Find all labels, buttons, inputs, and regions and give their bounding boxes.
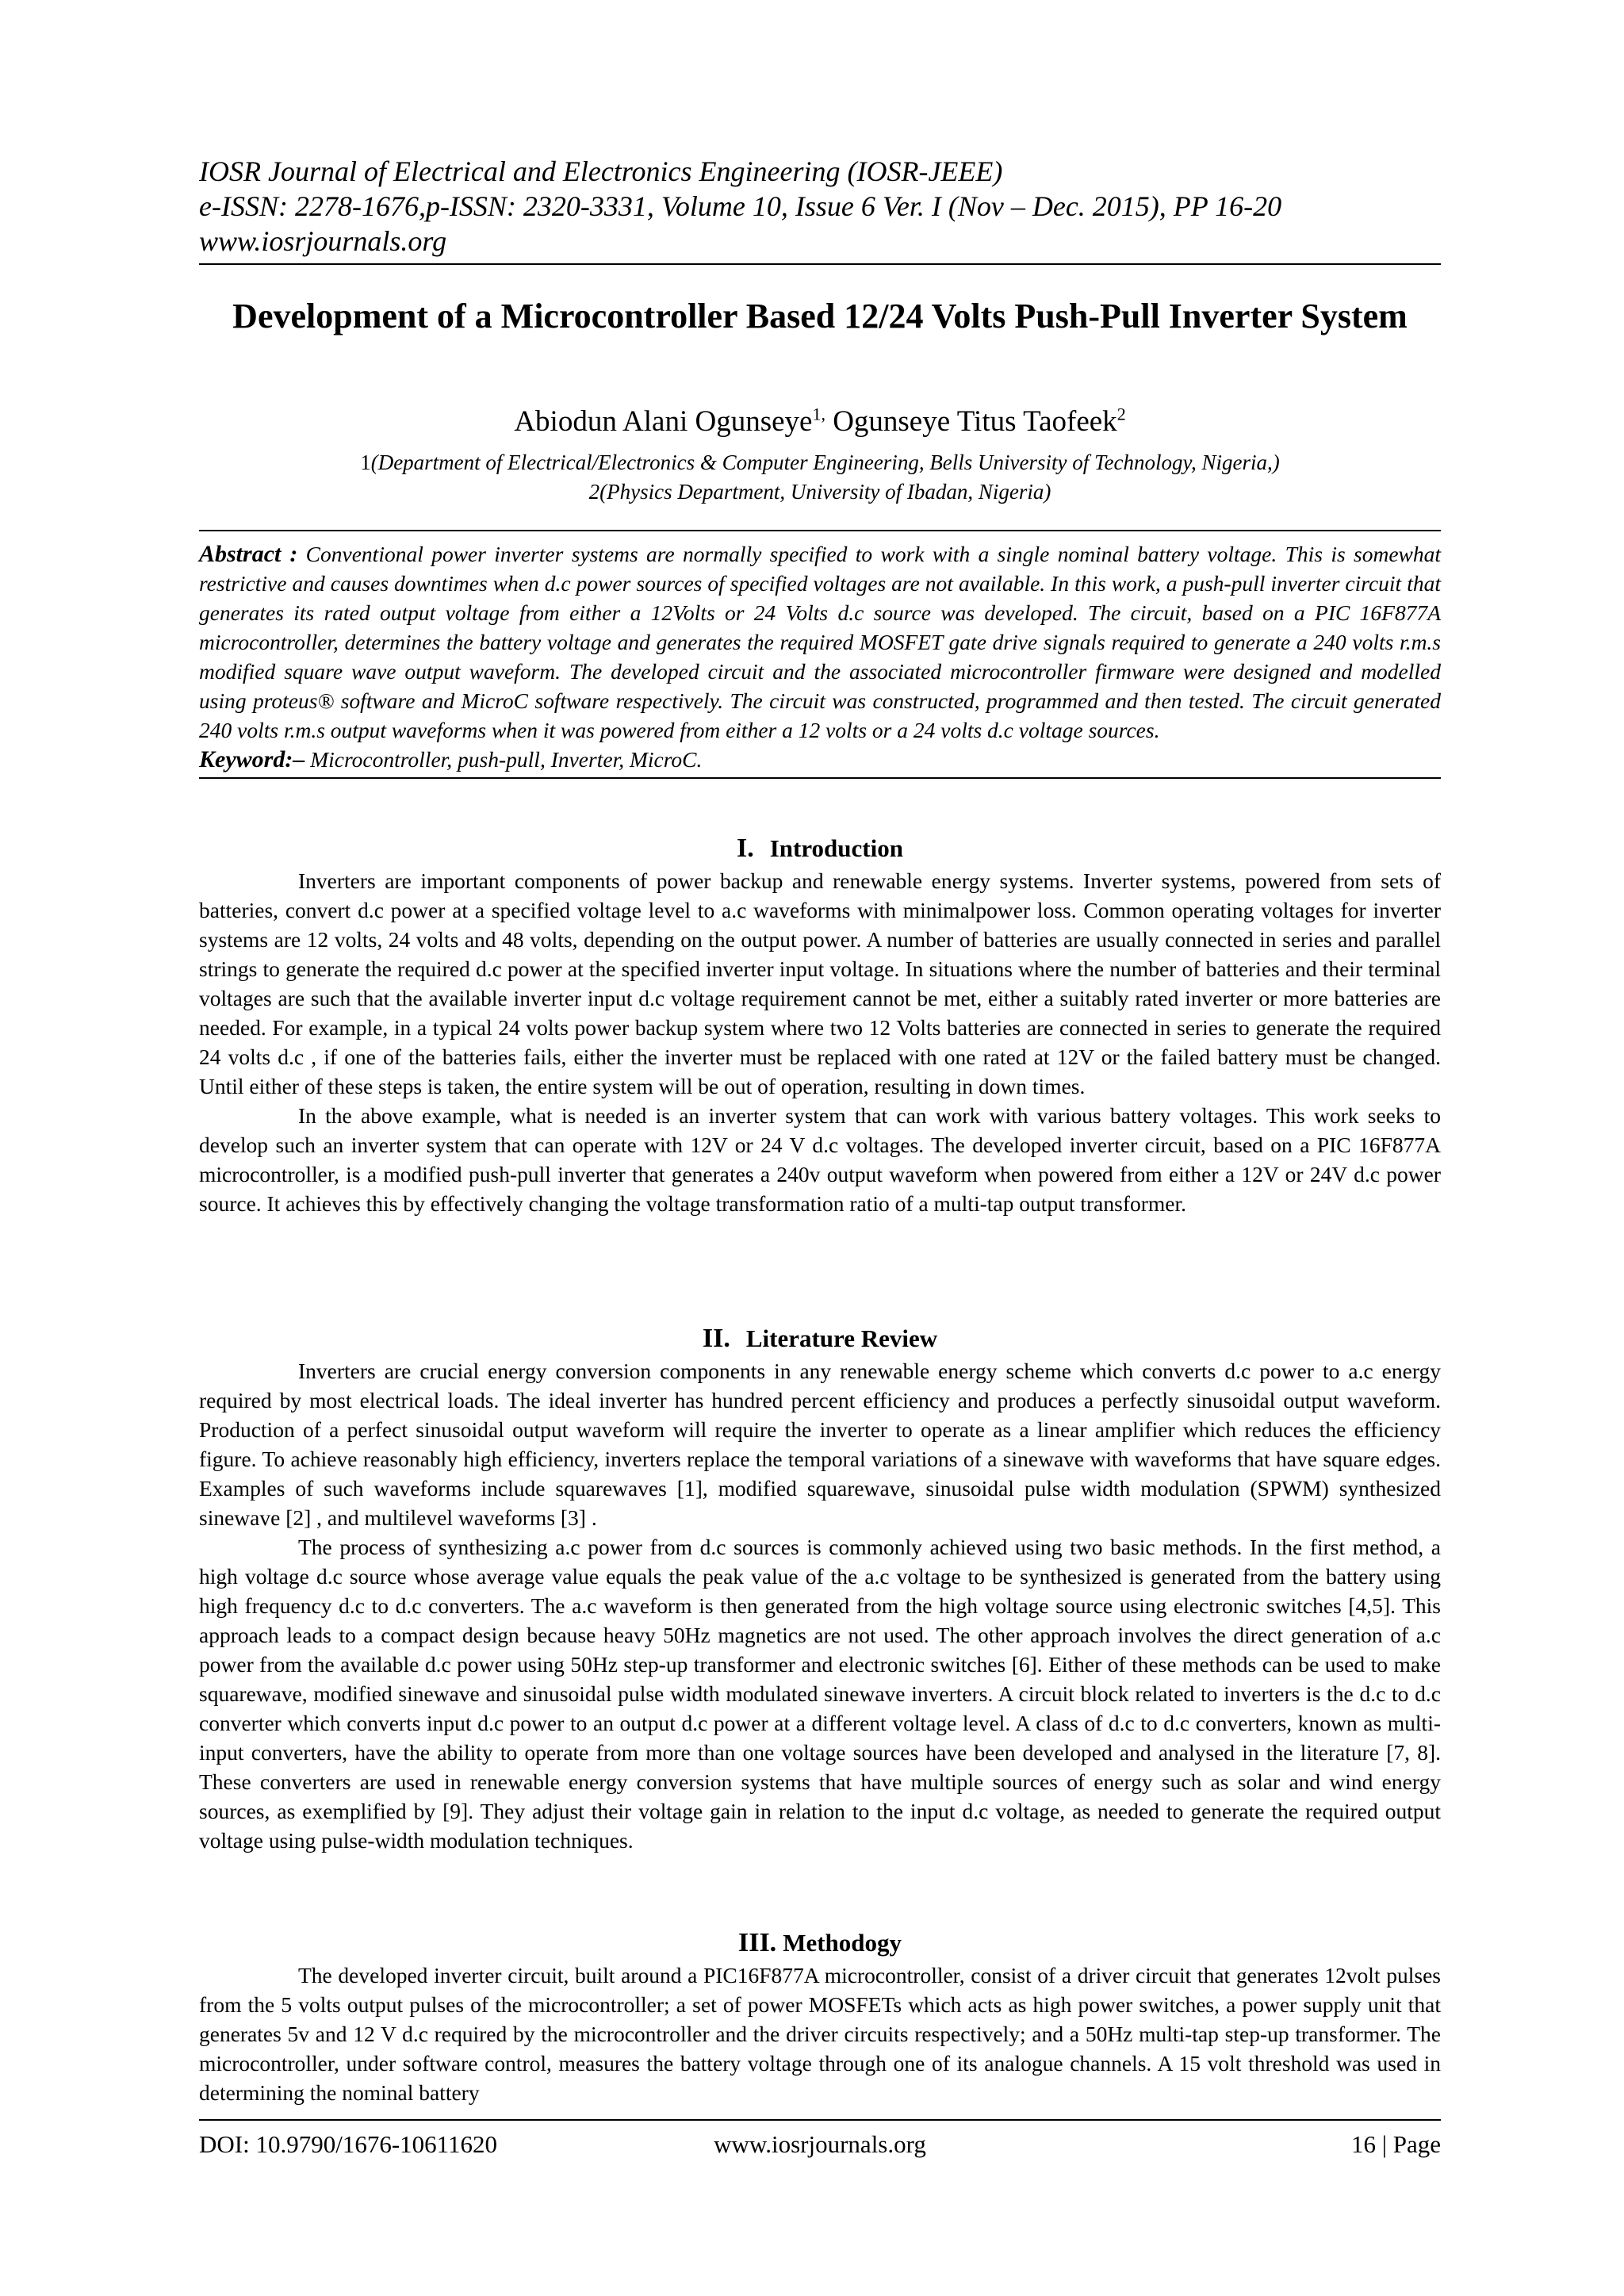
page-footer xyxy=(199,2119,1441,2158)
heading-introduction-title: Introduction xyxy=(769,834,903,862)
introduction-paragraph-2: In the above example, what is needed is an inverter system that can work with various battery voltages. This work seeks to develop such an inverter system that can operate with 12V or 24 V d.c voltages. The developed inverter circuit, based on a PIC 16F877A microcontroller, is a modified push-pull inverter that generates a 240v output waveform when powered from either a 12V or 24V d.c power source. It achieves this by effectively changing the voltage transformation ratio of a multi-tap output transformer. xyxy=(199,1103,1441,1216)
heading-literature-review-num: II. xyxy=(702,1324,730,1353)
heading-introduction-num: I. xyxy=(737,834,754,863)
keyword-list: Microcontroller, push-pull, Inverter, MicroC. xyxy=(310,747,703,772)
affiliation-1 xyxy=(199,447,1441,477)
heading-methodology-title: Methodogy xyxy=(783,1929,902,1957)
literature-review-paragraph-2: The process of synthesizing a.c power from d.c sources is commonly achieved using two basic methods. In the first method, a high voltage d.c source whose average value equals the peak value of the a.c voltage to be synthesized is generated from the battery using high frequency d.c to d.c converters. The a.c waveform is then generated from the high voltage source using electronic switches [4,5]. This approach leads to a compact design because heavy 50Hz magnetics are not used. The other approach involves the direct generation of a.c power from the available d.c power using 50Hz step-up transformer and electronic switches [6]. Either of these methods can be used to make squarewave, modified sinewave and sinusoidal pulse width modulated sinewave inverters. A circuit block related to inverters is the d.c to d.c converter which converts input d.c power to an output d.c power at a different voltage level. A class of d.c to d.c converters, known as multi-input converters, have the ability to operate from more than one voltage sources have been developed and analysed in the literature [7, 8]. These converters are used in renewable energy conversion systems that have multiple sources of energy such as solar and wind energy sources, as exemplified by [9]. They adjust their voltage gain in relation to the input d.c voltage, as needed to generate the required output voltage using pulse-width modulation techniques. xyxy=(199,1535,1441,1853)
methodology-body xyxy=(199,1961,1441,2107)
abstract-paragraph xyxy=(199,539,1441,745)
footer-page-number: 16 | Page xyxy=(1351,2130,1441,2158)
authors xyxy=(199,403,1441,441)
heading-methodology xyxy=(199,1927,1441,1959)
abstract-text: Conventional power inverter systems are normally specified to work with a single nominal battery voltage. This is somewhat restrictive and causes downtimes when d.c power sources of specified voltages are not available. In this work, a push-pull inverter circuit that generates its rated output voltage from either a 12Volts or 24 Volts d.c source was developed. The circuit, based on a PIC 16F877A microcontroller, determines the battery voltage and generates the required MOSFET gate drive signals required to generate a 240 volts r.m.s modified square wave output waveform. The developed circuit and the associated microcontroller firmware were designed and modelled using proteus® software and MicroC software respectively. The circuit was constructed, programmed and then tested. The circuit generated 240 volts r.m.s output waveforms when it was powered from either a 12 volts or a 24 volts d.c voltage sources. xyxy=(199,542,1442,742)
footer-website[interactable]: www.iosrjournals.org xyxy=(714,2130,926,2158)
keyword-label: Keyword:– xyxy=(199,746,305,772)
paper-title: Development of a Microcontroller Based 12/24 Volts Push-Pull Inverter System xyxy=(232,297,1408,335)
abstract xyxy=(199,530,1441,779)
journal-issn: e-ISSN: 2278-1676,p-ISSN: 2320-3331, Volume 10, Issue 6 Ver. I (Nov – Dec. 2015), PP 16-20 xyxy=(199,190,1282,222)
heading-introduction xyxy=(199,833,1441,864)
affiliation-1-text: (Department of Electrical/Electronics & Computer Engineering, Bells University of Technology, Nigeria,) xyxy=(370,450,1280,474)
journal-url[interactable]: www.iosrjournals.org xyxy=(199,225,447,257)
journal-name: IOSR Journal of Electrical and Electronics Engineering (IOSR-JEEE) xyxy=(199,155,1003,187)
affiliation-2: 2(Physics Department, University of Ibadan, Nigeria) xyxy=(588,480,1051,504)
abstract-label: Abstract : xyxy=(199,541,298,567)
introduction-paragraph-1: Inverters are important components of power backup and renewable energy systems. Inverter systems, powered from sets of batteries, convert d.c power at a specified voltage level to a.c waveforms with minimalpower loss. Common operating voltages for inverter systems are 12 volts, 24 volts and 48 volts, depending on the output power. A number of batteries are usually connected in series and parallel strings to generate the required d.c power at the specified inverter input voltage. In situations where the number of batteries and their terminal voltages are such that the available inverter input d.c voltage requirement cannot be met, either a suitably rated inverter or more batteries are needed. For example, in a typical 24 volts power backup system where two 12 Volts batteries are connected in series to generate the required 24 volts d.c , if one of the batteries fails, either the inverter must be replaced with one rated at 12V or the failed battery must be changed. Until either of these steps is taken, the entire system will be out of operation, resulting in down times. xyxy=(199,868,1441,1098)
footer-doi[interactable]: DOI: 10.9790/1676-10611620 xyxy=(199,2130,497,2158)
author-1-sup: 1, xyxy=(812,404,825,424)
author-2: Ogunseye Titus Taofeek xyxy=(833,405,1117,438)
heading-literature-review xyxy=(199,1323,1441,1355)
literature-review-paragraph-1: Inverters are crucial energy conversion components in any renewable energy scheme which converts d.c power to a.c energy required by most electrical loads. The ideal inverter has hundred percent efficiency and produces a perfectly sinusoidal output waveform. Production of a perfect sinusoidal output waveform will require the inverter to operate as a linear amplifier which reduces the efficiency figure. To achieve reasonably high efficiency, inverters replace the temporal variations of a sinewave with waveforms that have square edges. Examples of such waveforms include squarewaves [1], modified squarewave, sinusoidal pulse width modulation (SPWM) synthesized sinewave [2] , and multilevel waveforms [3] . xyxy=(199,1359,1441,1530)
heading-literature-review-title: Literature Review xyxy=(745,1324,938,1352)
methodology-paragraph-1: The developed inverter circuit, built around a PIC16F877A microcontroller, consist of a driver circuit that generates 12volt pulses from the 5 volts output pulses of the microcontroller; a set of power MOSFETs which acts as high power switches, a power supply unit that generates 5v and 12 V d.c required by the microcontroller and the driver circuits respectively; and a 50Hz multi-tap step-up transformer. The microcontroller, under software control, measures the battery voltage through one of its analogue channels. A 15 volt threshold was used in determining the nominal battery xyxy=(199,1963,1441,2105)
author-2-sup: 2 xyxy=(1116,404,1126,424)
heading-methodology-num: III. xyxy=(737,1928,777,1957)
introduction-body xyxy=(199,866,1441,1218)
journal-header xyxy=(199,154,1441,265)
affiliation-1-num: 1 xyxy=(360,450,371,474)
author-1: Abiodun Alani Ogunseye xyxy=(514,405,813,438)
keywords xyxy=(199,745,1441,774)
literature-review-body xyxy=(199,1356,1441,1855)
